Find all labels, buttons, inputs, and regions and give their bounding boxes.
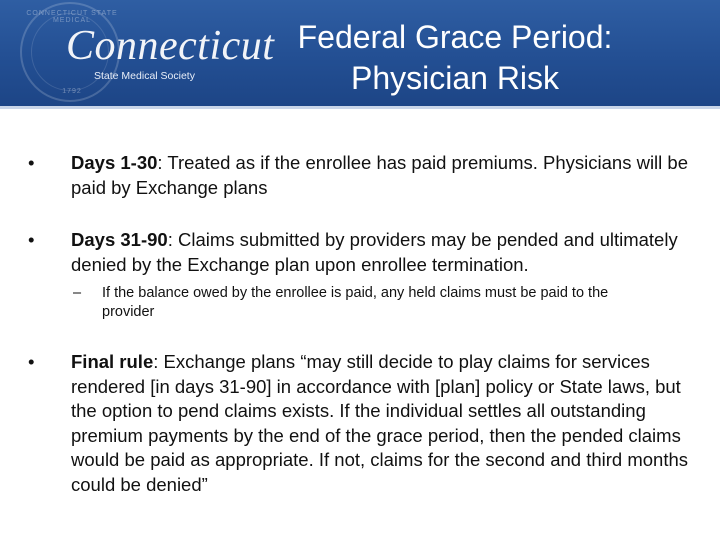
logo-subtitle: State Medical Society: [94, 70, 195, 82]
logo-wordmark: Connecticut: [66, 23, 275, 69]
sub-bullet-text: If the balance owed by the enrollee is paid, any held claims must be paid to the provider: [102, 285, 609, 320]
title-line-2: Physician Risk: [350, 60, 560, 96]
bullet-text: [71, 228, 691, 277]
bullet-marker: •: [28, 351, 35, 372]
seal-top-text: CONNECTICUT STATE MEDICAL: [26, 10, 118, 24]
seal-year-text: 1792: [62, 88, 82, 95]
bullet-text: [71, 151, 691, 200]
slide-title: [250, 17, 660, 99]
bullet-label: Days 31-90: [71, 229, 168, 250]
bullet-marker: •: [28, 229, 35, 250]
bullet-body: : Exchange plans “may still decide to play claims for services rendered [in days 31-90] in accordance with [plan] policy or State laws, but the option to pend claims exists. If the individual settles all outstanding premium payments by the end of the grace period, then the pended claims would be paid as appropriate. If not, claims for the second and third months could be denied”: [71, 351, 689, 495]
title-line-1: Federal Grace Period:: [297, 19, 613, 55]
bullet-body: : Claims submitted by providers may be pended and ultimately denied by the Exchange plan upon enrollee termination.: [71, 229, 678, 275]
bullet-body: : Treated as if the enrollee has paid premiums. Physicians will be paid by Exchange plans: [71, 152, 688, 198]
csms-logo: [8, 2, 275, 104]
bullet-marker: •: [28, 152, 35, 173]
title-banner: [0, 0, 720, 106]
sub-bullet-marker: –: [73, 285, 82, 301]
header-divider: [0, 106, 720, 109]
bullet-label: Days 1-30: [71, 152, 158, 173]
bullet-label: Final rule: [71, 351, 154, 372]
bullet-text: [71, 350, 691, 497]
